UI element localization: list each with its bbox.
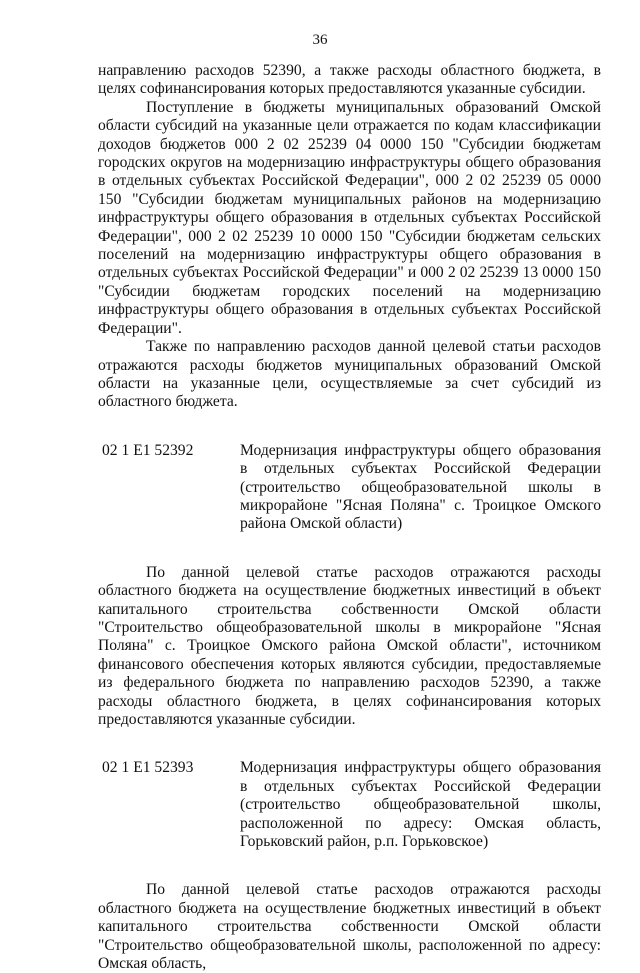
budget-code: 02 1 E1 52393 bbox=[102, 759, 194, 777]
budget-entry-description: По данной целевой статье расходов отражаются расходы областного бюджета на осуществление бюджетных инвестиций в объект капитального строительства собственности Омской области "Строительство общеобразовательной школы, расположенной по адресу: Омская область, bbox=[98, 881, 601, 973]
paragraph-continuation: направлению расходов 52390, а также расходы областного бюджета, в целях софинансирования которых предоставляются указанные субсидии. bbox=[98, 62, 601, 98]
paragraph-income-codes: Поступление в бюджеты муниципальных образований Омской области субсидий на указанные цели отражается по кодам классификации доходов бюджетов 000 2 02 25239 04 0000 150 "Субсидии бюджетам городских округов на модернизацию инфраструктуры общего образования в отдельных субъектах Российской Федерации", 000 2 02 25239 05 0000 150 "Субсидии бюджетам муниципальных районов на модернизацию инфраструктуры общего образования в отдельных субъектах Российской Федерации", 000 2 02 25239 10 0000 150 "Субсидии бюджетам сельских поселений на модернизацию инфраструктуры общего образования в отдельных субъектах Российской Федерации" и 000 2 02 25239 13 0000 150 "Субсидии бюджетам городских поселений на модернизацию инфраструктуры общего образования в отдельных субъектах Российской Федерации". bbox=[98, 98, 601, 337]
document-body bbox=[98, 62, 601, 973]
budget-entry bbox=[98, 442, 601, 534]
budget-entry-title: Модернизация инфраструктуры общего образования в отдельных субъектах Российской Федерации (строительство общеобразовательной школы в микрорайоне "Ясная Поляна" с. Троицкое Омского района Омской области) bbox=[240, 441, 601, 533]
budget-entry-title: Модернизация инфраструктуры общего образования в отдельных субъектах Российской Федерации (строительство общеобразовательной школы, расположенной по адресу: Омская область, Горьковский район, р.п. Горьковское) bbox=[240, 759, 601, 851]
budget-entry bbox=[98, 759, 601, 851]
paragraph-municipal-expenses: Также по направлению расходов данной целевой статьи расходов отражаются расходы бюджетов муниципальных образований Омской области на указанные цели, осуществляемые за счет субсидий из областного бюджета. bbox=[98, 338, 601, 411]
budget-code: 02 1 E1 52392 bbox=[102, 441, 194, 459]
budget-entry-description: По данной целевой статье расходов отражаются расходы областного бюджета на осуществление бюджетных инвестиций в объект капитального строительства собственности Омской области "Строительство общеобразовательной школы в микрорайоне "Ясная Поляна" с. Троицкое Омского района Омской области", источником финансового обеспечения которых являются субсидии, предоставляемые из федерального бюджета по направлению расходов 52390, а также расходы областного бюджета, в целях софинансирования которых предоставляются указанные субсидии. bbox=[98, 563, 601, 728]
page-number: 36 bbox=[312, 32, 328, 48]
